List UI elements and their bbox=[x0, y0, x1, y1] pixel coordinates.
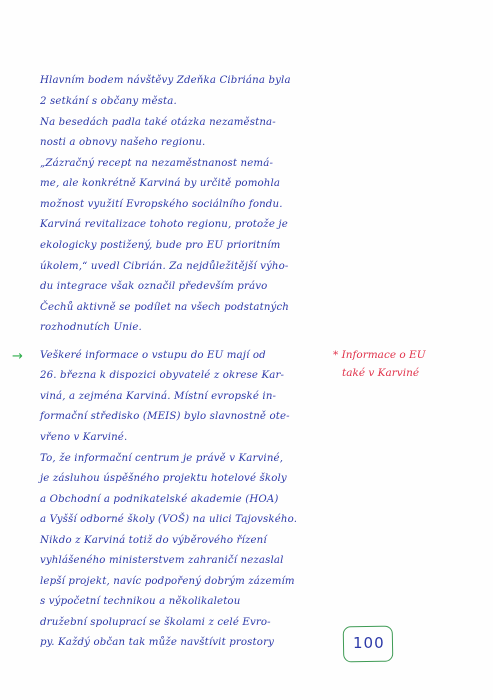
text-line-17: formační středisko (MEIS) bylo slavnostně ote- bbox=[40, 411, 290, 422]
text-line-22: a Vyšší odborné školy (VOŠ) na ulici Tajovského. bbox=[40, 514, 298, 525]
text-line-27: družební spoluprací se školami z celé Evro- bbox=[40, 617, 271, 628]
text-line-5: „Zázračný recept na nezaměstnanost nemá- bbox=[40, 158, 274, 169]
text-line-6: me, ale konkrétně Karviná by určitě pomohla bbox=[40, 178, 281, 189]
text-line-15: 26. března k dispozici obyvatelé z okrese Kar- bbox=[40, 370, 285, 381]
page-number: 100 bbox=[353, 634, 385, 652]
text-line-28: py. Každý občan tak může navštívit prostory bbox=[40, 637, 275, 648]
text-line-25: lepší projekt, navíc podpořený dobrým zázemím bbox=[40, 576, 295, 587]
text-line-19: To, že informační centrum je právě v Karviné, bbox=[40, 453, 284, 464]
text-line-10: úkolem,“ uvedl Cibrián. Za nejdůležitější výho- bbox=[40, 261, 289, 272]
text-line-1: Hlavním bodem návštěvy Zdeňka Cibriána byla bbox=[40, 75, 291, 86]
text-line-14: Veškeré informace o vstupu do EU mají od bbox=[40, 350, 266, 361]
text-line-21: a Obchodní a podnikatelské akademie (HOA) bbox=[40, 494, 279, 505]
text-line-24: vyhlášeného ministerstvem zahraničí nezaslal bbox=[40, 555, 284, 566]
text-line-18: vřeno v Karviné. bbox=[40, 432, 128, 443]
text-line-11: du integrace však označil především právo bbox=[40, 281, 268, 292]
text-line-9: ekologicky postižený, bude pro EU prioritním bbox=[40, 240, 281, 251]
text-line-8: Karviná revitalizace tohoto regionu, protože je bbox=[40, 219, 288, 230]
text-line-20: je zásluhou úspěšného projektu hotelové školy bbox=[40, 473, 287, 484]
text-line-2: 2 setkání s občany města. bbox=[40, 96, 177, 107]
text-line-13: rozhodnutích Unie. bbox=[40, 322, 142, 333]
text-line-7: možnost využití Evropského sociálního fondu. bbox=[40, 199, 283, 210]
text-line-4: nosti a obnovy našeho regionu. bbox=[40, 137, 206, 148]
text-line-16: viná, a zejména Karviná. Místní evropské in- bbox=[40, 391, 277, 402]
margin-note-line-2: také v Karviné bbox=[342, 367, 420, 379]
text-line-23: Nikdo z Karviná totiž do výběrového řízení bbox=[40, 535, 267, 546]
margin-note-line-1: * Informace o EU bbox=[333, 349, 426, 361]
text-line-12: Čechů aktivně se podílet na všech podstatných bbox=[40, 302, 290, 313]
text-line-3: Na besedách padla také otázka nezaměstna- bbox=[40, 117, 276, 128]
arrow-mark: → bbox=[12, 349, 23, 364]
text-line-26: s výpočetní technikou a několikaletou bbox=[40, 596, 241, 607]
